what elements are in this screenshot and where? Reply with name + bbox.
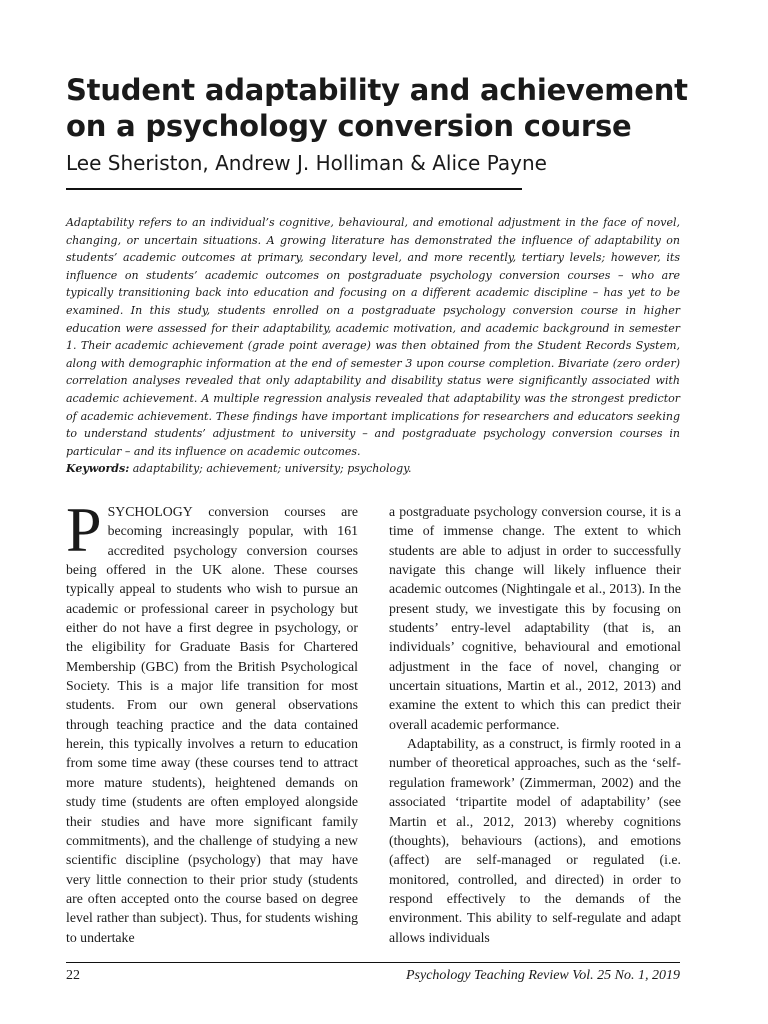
keywords-label: Keywords: [66, 462, 130, 476]
abstract [66, 214, 680, 478]
keywords-list: adaptability; achievement; university; psychology. [129, 462, 412, 476]
body-column-left [66, 494, 358, 947]
lead-word: SYCHOLOGY [107, 504, 193, 519]
footer-divider [66, 962, 680, 963]
abstract-text: Adaptability refers to an individual’s cognitive, behavioural, and emotional adjustment in the face of novel, changing, or uncertain situations. A growing literature has demonstrated the influence of adaptability on students’ academic outcomes at primary, secondary level, and more recently, tertiary levels; however, its influence on students’ academic outcomes on postgraduate psychology conversion courses – who are typically transitioning back into education and focusing on a different academic discipline – has yet to be examined. In this study, students enrolled on a postgraduate psychology conversion course in higher education were assessed for their adaptability, academic motivation, and academic background in semester 1. Their academic achievement (grade point average) was then obtained from the Student Records System, along with demographic information at the end of semester 3 upon course completion. Bivariate (zero order) correlation analyses revealed that only adaptability and disability status were significantly associated with academic achievement. A multiple regression analysis revealed that adaptability was the strongest predictor of academic achievement. These findings have important implications for researchers and educators seeking to understand students’ adjustment to university – and postgraduate psychology conversion courses in particular – and its influence on academic outcomes. [66, 216, 680, 458]
title-divider [66, 188, 522, 190]
right-column-paragraph-2: Adaptability, as a construct, is firmly rooted in a number of theoretical approaches, such as the ‘self-regulation framework’ (Zimmerman, 2002) and the associated ‘tripartite model of adaptability’ (see Martin et al., 2012, 2013) whereby cognitions (thoughts), behaviours (actions), and emotions (affect) are self-managed or regulated (i.e. monitored, controlled, and directed) in order to respond effectively to the demands of the environment. This ability to self-regulate and adapt allows individuals [389, 736, 681, 945]
intro-paragraph [66, 494, 358, 947]
journal-citation: Psychology Teaching Review Vol. 25 No. 1, 2019 [406, 968, 680, 983]
article-title: Student adaptability and achievement on a psychology conversion course [66, 73, 688, 143]
drop-cap: P [66, 494, 102, 565]
author-list: Lee Sheriston, Andrew J. Holliman & Alice Payne [66, 151, 547, 175]
right-column-paragraph-1: a postgraduate psychology conversion course, it is a time of immense change. The extent to which students are able to adjust in order to successfully navigate this change will likely influence their academic outcomes (Nightingale et al., 2013). In the present study, we investigate this by focusing on students’ entry-level adaptability (that is, an individuals’ cognitive, behavioural and emotional adjustment in the face of novel, changing or uncertain situations, Martin et al., 2012, 2013) and examine the extent to which this can predict their overall academic performance. [389, 504, 681, 732]
body-column-right [389, 502, 681, 947]
left-column-text: conversion courses are becoming increasingly popular, with 161 accredited psychology conversion courses being offered in the UK alone. These courses typically appeal to students who wish to pursue an academic or professional career in psychology but either do not have a first degree in psychology, or the eligibility for Graduate Basis for Chartered Membership (GBC) from the British Psychological Society. This is a major life transition for most students. From our own general observations through teaching practice and the data contained herein, this typically involves a return to education from some time away (these courses tend to attract more mature students), heightened demands on study time (students are often employed alongside their studies and have more significant family commitments), and the challenge of studying a new scientific discipline (psychology) that may have very little connection to their prior study (students are often accepted onto the course based on degree level rather than subject). Thus, for students wishing to undertake [66, 504, 358, 945]
page-number: 22 [66, 968, 80, 983]
